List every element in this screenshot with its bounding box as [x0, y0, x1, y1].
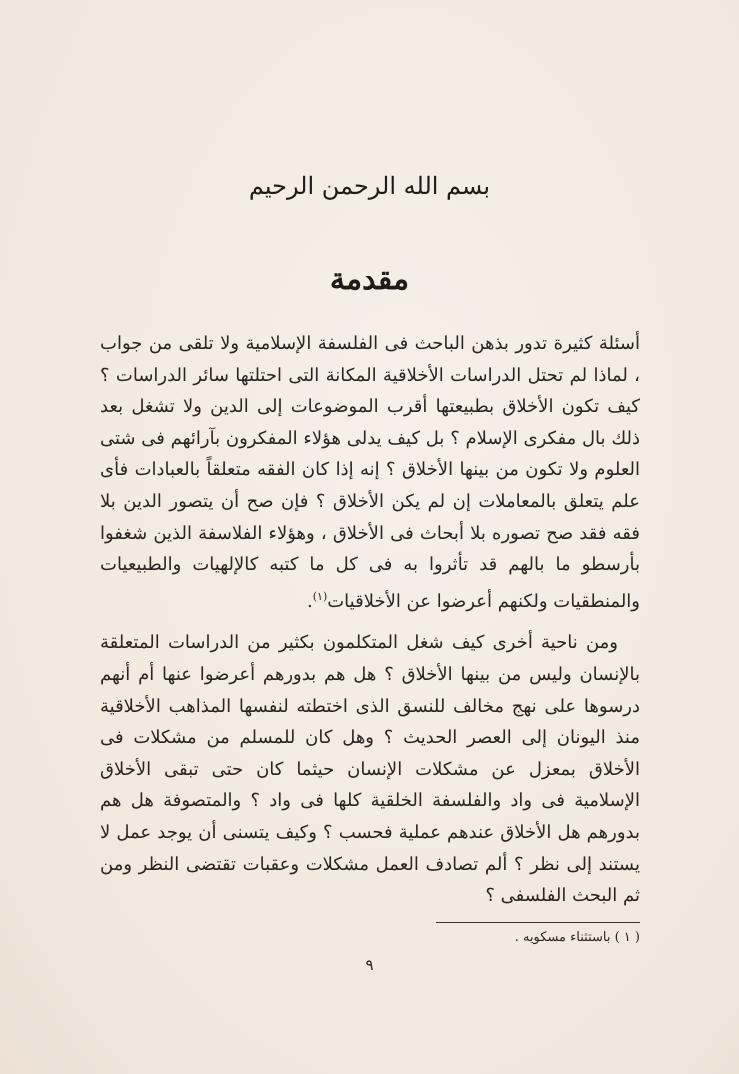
body-text [100, 328, 640, 912]
paragraph-1-end: . [306, 590, 313, 612]
paragraph-2: ومن ناحية أخرى كيف شغل المتكلمون بكثير من الدراسات المتعلقة بالإنسان وليس من بينها الأخلاق ؟ هل هم بدورهم أعرضوا عنها أم أنهم درسوها على نهج مخالف للنسق الذى اختطته لنفسها المذاهب الأخلاقية منذ اليونان إلى العصر الحديث ؟ وهل كان للمسلم من مشكلات فى الأخلاق بمعزل عن مشكلات الإنسان حيثما كان حتى تبقى الأخلاق الإسلامية فى واد والفلسفة الخلقية كلها فى واد ؟ والمتصوفة هل هم بدورهم هل الأخلاق عندهم عملية فحسب ؟ وكيف يتسنى أن يوجد عمل لا يستند إلى نظر ؟ ألم تصادف العمل مشكلات وعقبات تقتضى النظر ومن ثم البحث الفلسفى ؟ [100, 632, 640, 907]
footnote-reference: (١) [312, 589, 328, 603]
footnote: ( ١ ) باستثناء مسكويه . [514, 930, 640, 945]
page-number: ٩ [365, 956, 374, 974]
paragraph-1-text: أسئلة كثيرة تدور بذهن الباحث فى الفلسفة الإسلامية ولا تلقى من جواب ، لماذا لم تحتل الدراسات الأخلاقية المكانة التى احتلتها سائر الدراسات ؟ كيف تكون الأخلاق بطبيعتها أقرب الموضوعات إلى الدين ولا تشغل بعد ذلك بال مفكرى الإسلام ؟ بل كيف يدلى هؤلاء المفكرون بآرائهم فى شتى العلوم ولا تكون من بينها الأخلاق ؟ إنه إذا كان الفقه متعلقاً بالعبادات فأى علم يتعلق بالمعاملات إن لم يكن الأخلاق ؟ فإن صح أن يتصور الدين بلا فقه فقد صح تصوره بلا أبحاث فى الأخلاق ، وهؤلاء الفلاسفة الذين شغفوا بأرسطو ما بالهم قد تأثروا به فى كل ما كتبه كالإلهيات والطبيعيات والمنطقيات ولكنهم أعرضوا عن الأخلاقيات [100, 333, 640, 612]
page-title: مقدمة [329, 262, 410, 297]
footnote-divider [436, 922, 640, 923]
paragraph-1 [100, 328, 640, 617]
basmala-heading: بسم الله الرحمن الرحيم [248, 172, 491, 200]
